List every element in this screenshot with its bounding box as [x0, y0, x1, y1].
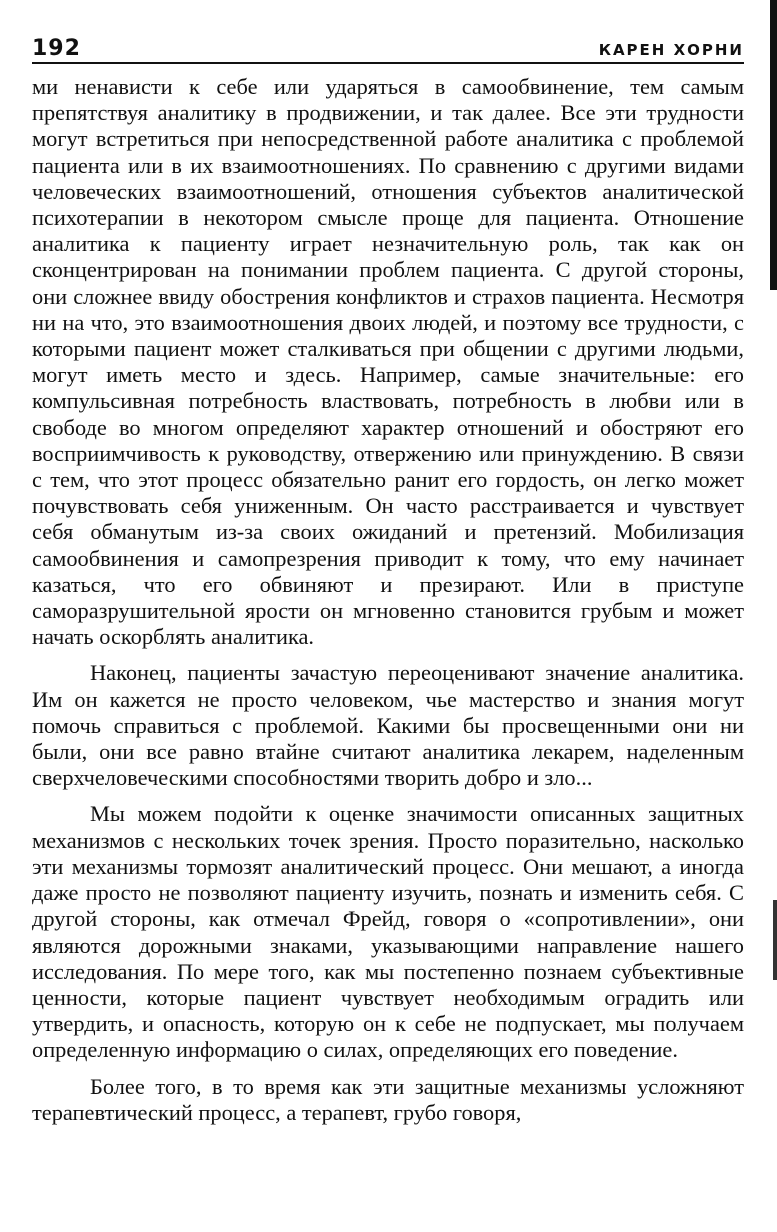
paragraph: Мы можем подойти к оценке значимости описанных защитных механизмов с нескольких точек зрения. Просто поразительно, насколько эти механизмы тормозят аналитический процесс. Они мешают, а иногда даже просто не позволяют пациенту изучить, познать и изменить себя. С другой стороны, как отмечал Фрейд, говоря о «сопротивлении», они являются дорожными знаками, указывающими направление нашего исследования. По мере того, как мы постепенно познаем субъективные ценности, которые пациент чувствует необходимым оградить или утвердить, и опасность, которую он к себе не подпускает, мы получаем определенную информацию о силах, определяющих его поведение.: [32, 801, 744, 1063]
paragraph: ми ненависти к себе или ударяться в самообвинение, тем самым препятствуя аналитику в продвижении, и так далее. Все эти трудности могут встретиться при непосредственной работе аналитика с проблемой пациента или в их взаимоотношениях. По сравнению с другими видами человеческих взаимоотношений, отношения субъектов аналитической психотерапии в некотором смысле проще для пациента. Отношение аналитика к пациенту играет незначительную роль, так как он сконцентрирован на понимании проблем пациента. С другой стороны, они сложнее ввиду обострения конфликтов и страхов пациента. Несмотря ни на что, это взаимоотношения двоих людей, и поэтому все трудности, с которыми пациент может сталкиваться при общении с другими людьми, могут иметь место и здесь. Например, самые значительные: его компульсивная потребность властвовать, потребность в любви или в свободе во многом определяют характер отношений и обостряют его восприимчивость к руководству, отвержению или принуждению. В связи с тем, что этот процесс обязательно ранит его гордость, он легко может почувствовать себя униженным. Он часто расстраивается и чувствует себя обманутым из-за своих ожиданий и претензий. Мобилизация самообвинения и самопрезрения приводит к тому, что ему начинает казаться, что его обвиняют и презирают. Или в приступе саморазрушительной ярости он мгновенно становится грубым и может начать оскорблять аналитика.: [32, 74, 744, 650]
book-page: [32, 36, 744, 1126]
paragraph: Наконец, пациенты зачастую переоценивают значение аналитика. Им он кажется не просто человеком, чье мастерство и знания могут помочь справиться с проблемой. Какими бы просвещенными они ни были, они все равно втайне считают аналитика лекарем, наделенным сверхчеловеческими способностями творить добро и зло...: [32, 660, 744, 791]
page-edge-shadow-lower: [773, 900, 777, 980]
body-text: [32, 74, 744, 1126]
paragraph: Более того, в то время как эти защитные механизмы усложняют терапевтический процесс, а терапевт, грубо говоря,: [32, 1073, 744, 1125]
page-edge-shadow: [770, 0, 777, 290]
running-head-author: КАРЕН ХОРНИ: [598, 41, 744, 59]
running-head: [32, 36, 744, 64]
page-number: 192: [32, 36, 81, 61]
